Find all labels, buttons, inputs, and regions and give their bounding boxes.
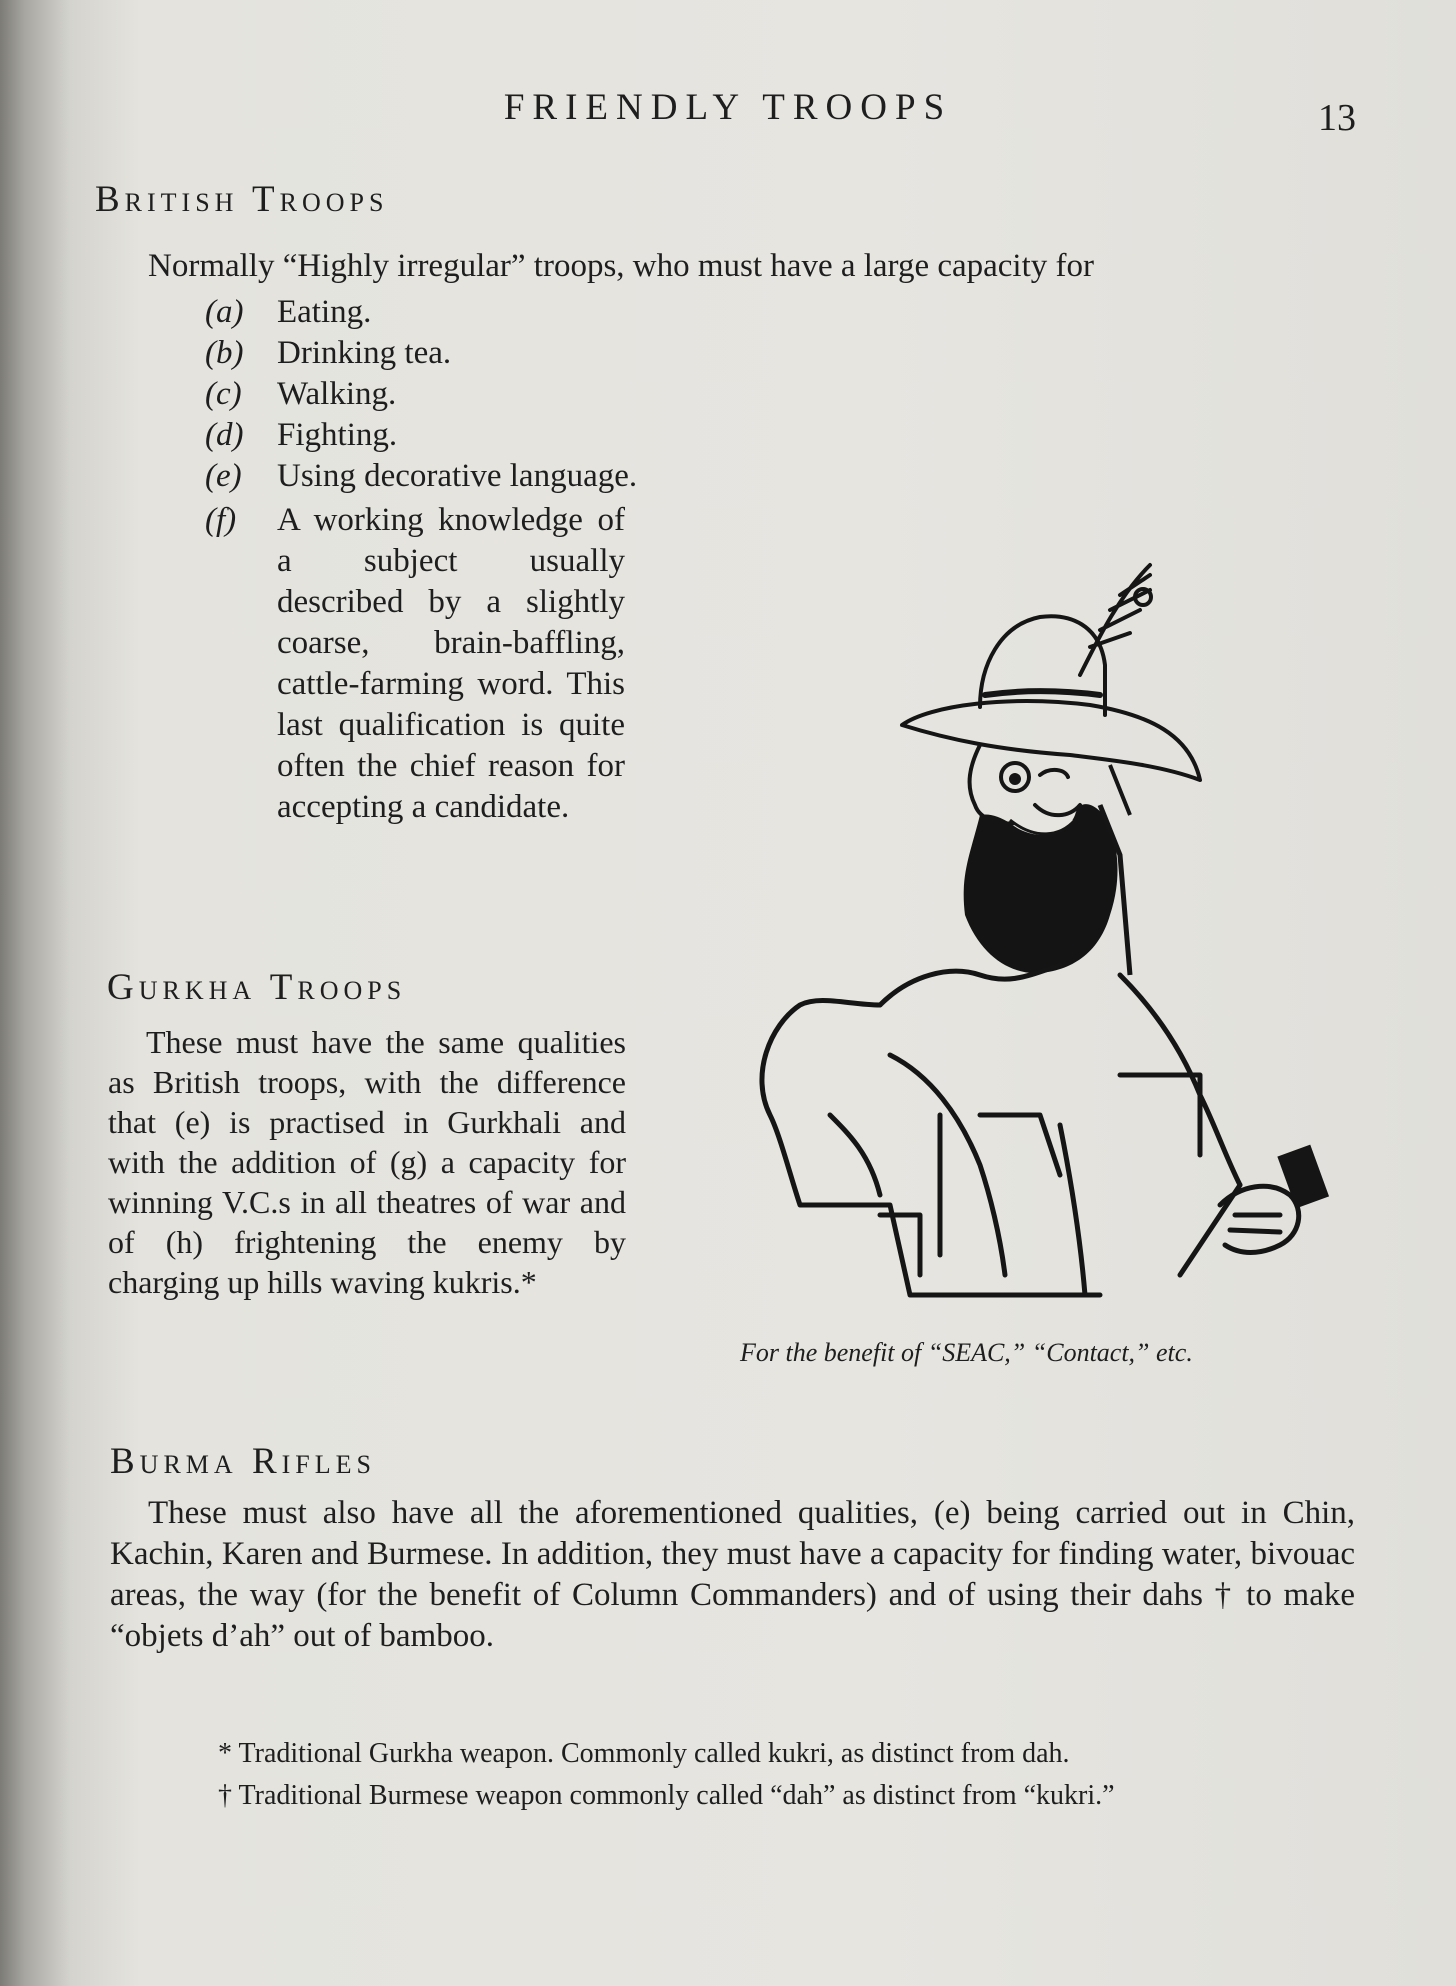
item-text: Walking.	[277, 376, 397, 412]
list-item	[205, 333, 637, 374]
british-qualities-list	[205, 292, 637, 497]
british-intro: Normally “Highly irregular” troops, who must have a large capacity for	[148, 248, 1094, 284]
item-text: Eating.	[277, 294, 372, 330]
footnote-dah: † Traditional Burmese weapon commonly called “dah” as distinct from “kukri.”	[218, 1780, 1115, 1811]
item-label: (e)	[205, 458, 242, 494]
list-item	[205, 292, 637, 333]
hand	[1220, 1186, 1299, 1252]
gurkha-troops-heading: Gurkha Troops	[107, 967, 407, 1008]
item-label: (a)	[205, 294, 244, 330]
item-text: Fighting.	[277, 417, 398, 453]
gurkha-text: These must have the same qualities as British troops, with the difference that (e) is practised in Gurkhali and with the addition of (g) a capacity for winning V.C.s in all theatres of war and of (h) frightening the enemy by charging up hills waving kukris.*	[108, 1024, 626, 1300]
gurkha-paragraph	[108, 1022, 626, 1302]
page-number: 13	[1318, 97, 1356, 139]
list-item	[205, 456, 637, 497]
item-text: Using decorative language.	[277, 458, 638, 494]
lighter-icon	[1277, 1145, 1329, 1209]
running-head: FRIENDLY TROOPS	[503, 87, 953, 128]
soldier-illustration	[680, 555, 1360, 1315]
burma-rifles-heading: Burma Rifles	[110, 1441, 376, 1482]
face	[970, 745, 1015, 823]
footnote-kukri: * Traditional Gurkha weapon. Commonly called kukri, as distinct from dah.	[218, 1738, 1070, 1769]
item-text: Drinking tea.	[277, 335, 452, 371]
burma-text: These must also have all the aforementioned qualities, (e) being carried out in Chin, Kachin, Karen and Burmese. In addition, they must have a capacity for finding water, bivouac areas, the way (for the benefit of Column Commanders) and of using their dahs † to make “objets d’ah” out of bamboo.	[110, 1495, 1355, 1654]
list-item	[205, 415, 637, 456]
illustration-caption: For the benefit of “SEAC,” “Contact,” etc.	[740, 1338, 1193, 1367]
item-text: A working knowledge of a subject usually described by a slightly coarse, brain-baffling, cattle-farming word. This last qualification is quite often the chief reason for accepting a candidate.	[277, 502, 625, 825]
item-label: (f)	[205, 502, 237, 538]
british-troops-heading: British Troops	[95, 179, 389, 220]
burma-paragraph	[110, 1493, 1355, 1657]
item-label: (b)	[205, 335, 244, 371]
list-item	[205, 374, 637, 415]
item-label: (c)	[205, 376, 242, 412]
feather-icon	[1080, 565, 1150, 675]
item-label: (d)	[205, 417, 244, 453]
